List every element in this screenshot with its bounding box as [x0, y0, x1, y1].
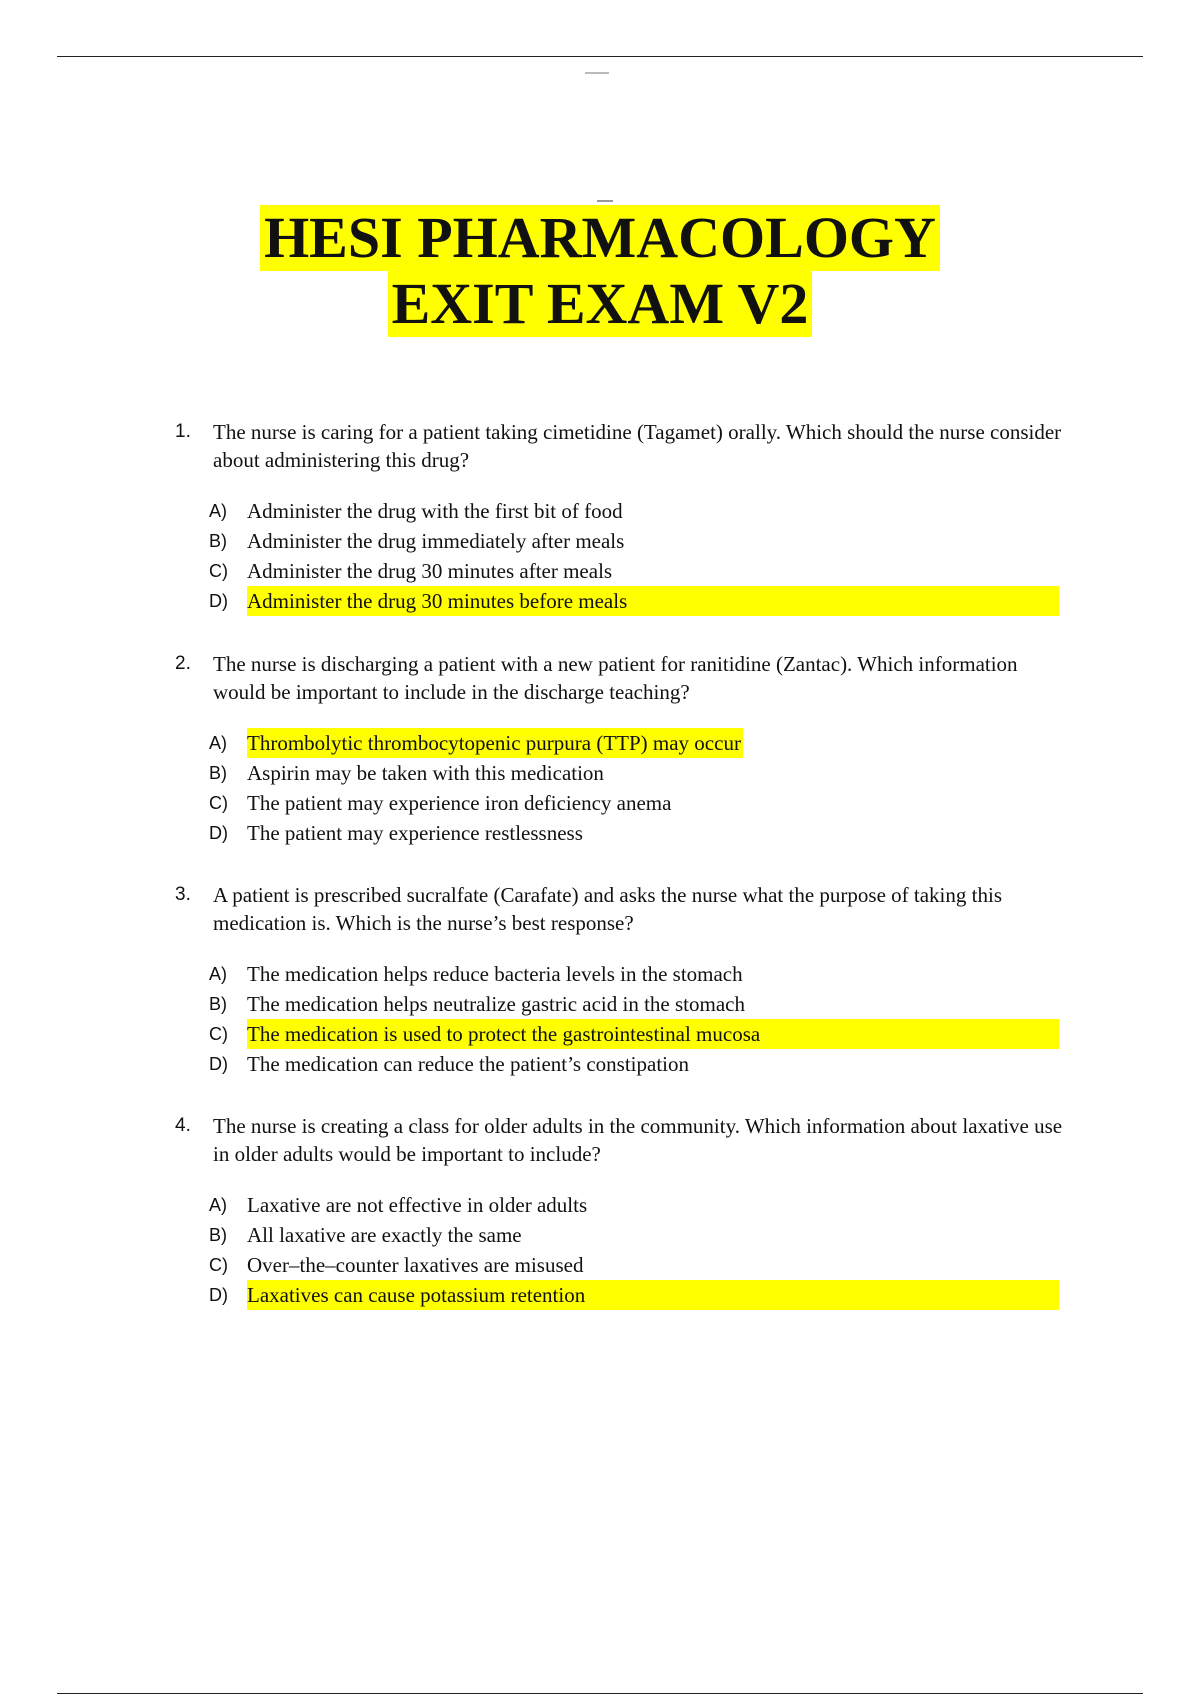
option-letter: B) — [209, 763, 227, 783]
question-text: The nurse is discharging a patient with a new patient for ranitidine (Zantac). Which information would be important to include in the discharge teaching? — [213, 652, 1018, 704]
option-d-answer — [175, 586, 1085, 616]
option-letter: C) — [209, 1255, 228, 1275]
option-text: The medication helps neutralize gastric acid in the stomach — [247, 992, 745, 1016]
option-text-highlighted: The medication is used to protect the gastrointestinal mucosa — [247, 1019, 1059, 1049]
title-line-1: HESI PHARMACOLOGY — [260, 205, 940, 271]
document-title — [0, 205, 1200, 337]
question-4 — [175, 1112, 1085, 1310]
option-text: The medication helps reduce bacteria levels in the stomach — [247, 962, 743, 986]
option-list — [175, 1190, 1085, 1310]
option-text: Administer the drug 30 minutes after meals — [247, 559, 613, 583]
option-text: Laxative are not effective in older adults — [247, 1193, 588, 1217]
option-text-highlighted: Administer the drug 30 minutes before meals — [247, 586, 1059, 616]
option-letter: A) — [209, 733, 227, 753]
option-letter: D) — [209, 591, 228, 611]
option-letter: B) — [209, 1225, 227, 1245]
title-mark — [597, 200, 613, 202]
option-letter: B) — [209, 994, 227, 1014]
option-a — [175, 496, 1085, 526]
option-letter: A) — [209, 964, 227, 984]
option-letter: D) — [209, 1054, 228, 1074]
option-text: All laxative are exactly the same — [247, 1223, 522, 1247]
option-text: Administer the drug immediately after meals — [247, 529, 625, 553]
option-a — [175, 959, 1085, 989]
option-letter: C) — [209, 793, 228, 813]
option-list — [175, 959, 1085, 1079]
option-text-highlighted: Laxatives can cause potassium retention — [247, 1280, 1059, 1310]
question-number: 2. — [175, 653, 191, 674]
option-text: Administer the drug with the first bit of food — [247, 499, 623, 523]
question-number: 3. — [175, 884, 191, 905]
option-letter: D) — [209, 823, 228, 843]
option-text: Aspirin may be taken with this medication — [247, 761, 604, 785]
option-text: The medication can reduce the patient’s constipation — [247, 1052, 690, 1076]
top-rule — [57, 56, 1143, 57]
question-text: The nurse is creating a class for older adults in the community. Which information about laxative use in older adults would be important to include? — [213, 1114, 1063, 1166]
question-number: 4. — [175, 1115, 191, 1136]
question-number: 1. — [175, 421, 191, 442]
option-d — [175, 818, 1085, 848]
option-letter: C) — [209, 561, 228, 581]
option-text: The patient may experience iron deficiency anema — [247, 791, 672, 815]
option-c — [175, 788, 1085, 818]
option-b — [175, 989, 1085, 1019]
option-a-answer — [175, 728, 1085, 758]
option-b — [175, 758, 1085, 788]
option-b — [175, 526, 1085, 556]
title-line-2: EXIT EXAM V2 — [388, 271, 813, 337]
option-a — [175, 1190, 1085, 1220]
option-d-answer — [175, 1280, 1085, 1310]
option-b — [175, 1220, 1085, 1250]
option-text: The patient may experience restlessness — [247, 821, 583, 845]
option-list — [175, 728, 1085, 848]
option-letter: C) — [209, 1024, 228, 1044]
question-1 — [175, 418, 1085, 616]
question-text: A patient is prescribed sucralfate (Carafate) and asks the nurse what the purpose of taking this medication is. Which is the nurse’s best response? — [213, 883, 1002, 935]
option-text-highlighted: Thrombolytic thrombocytopenic purpura (TTP) may occur — [247, 728, 743, 758]
option-text: Over–the–counter laxatives are misused — [247, 1253, 584, 1277]
header-mark — [585, 72, 609, 74]
question-text: The nurse is caring for a patient taking cimetidine (Tagamet) orally. Which should the nurse consider about administering this drug? — [213, 420, 1062, 472]
option-c — [175, 1250, 1085, 1280]
option-c-answer — [175, 1019, 1085, 1049]
option-c — [175, 556, 1085, 586]
option-letter: B) — [209, 531, 227, 551]
option-d — [175, 1049, 1085, 1079]
option-letter: A) — [209, 1195, 227, 1215]
option-letter: A) — [209, 501, 227, 521]
question-2 — [175, 650, 1085, 848]
bottom-rule — [57, 1693, 1143, 1694]
option-list — [175, 496, 1085, 616]
question-3 — [175, 881, 1085, 1079]
option-letter: D) — [209, 1285, 228, 1305]
